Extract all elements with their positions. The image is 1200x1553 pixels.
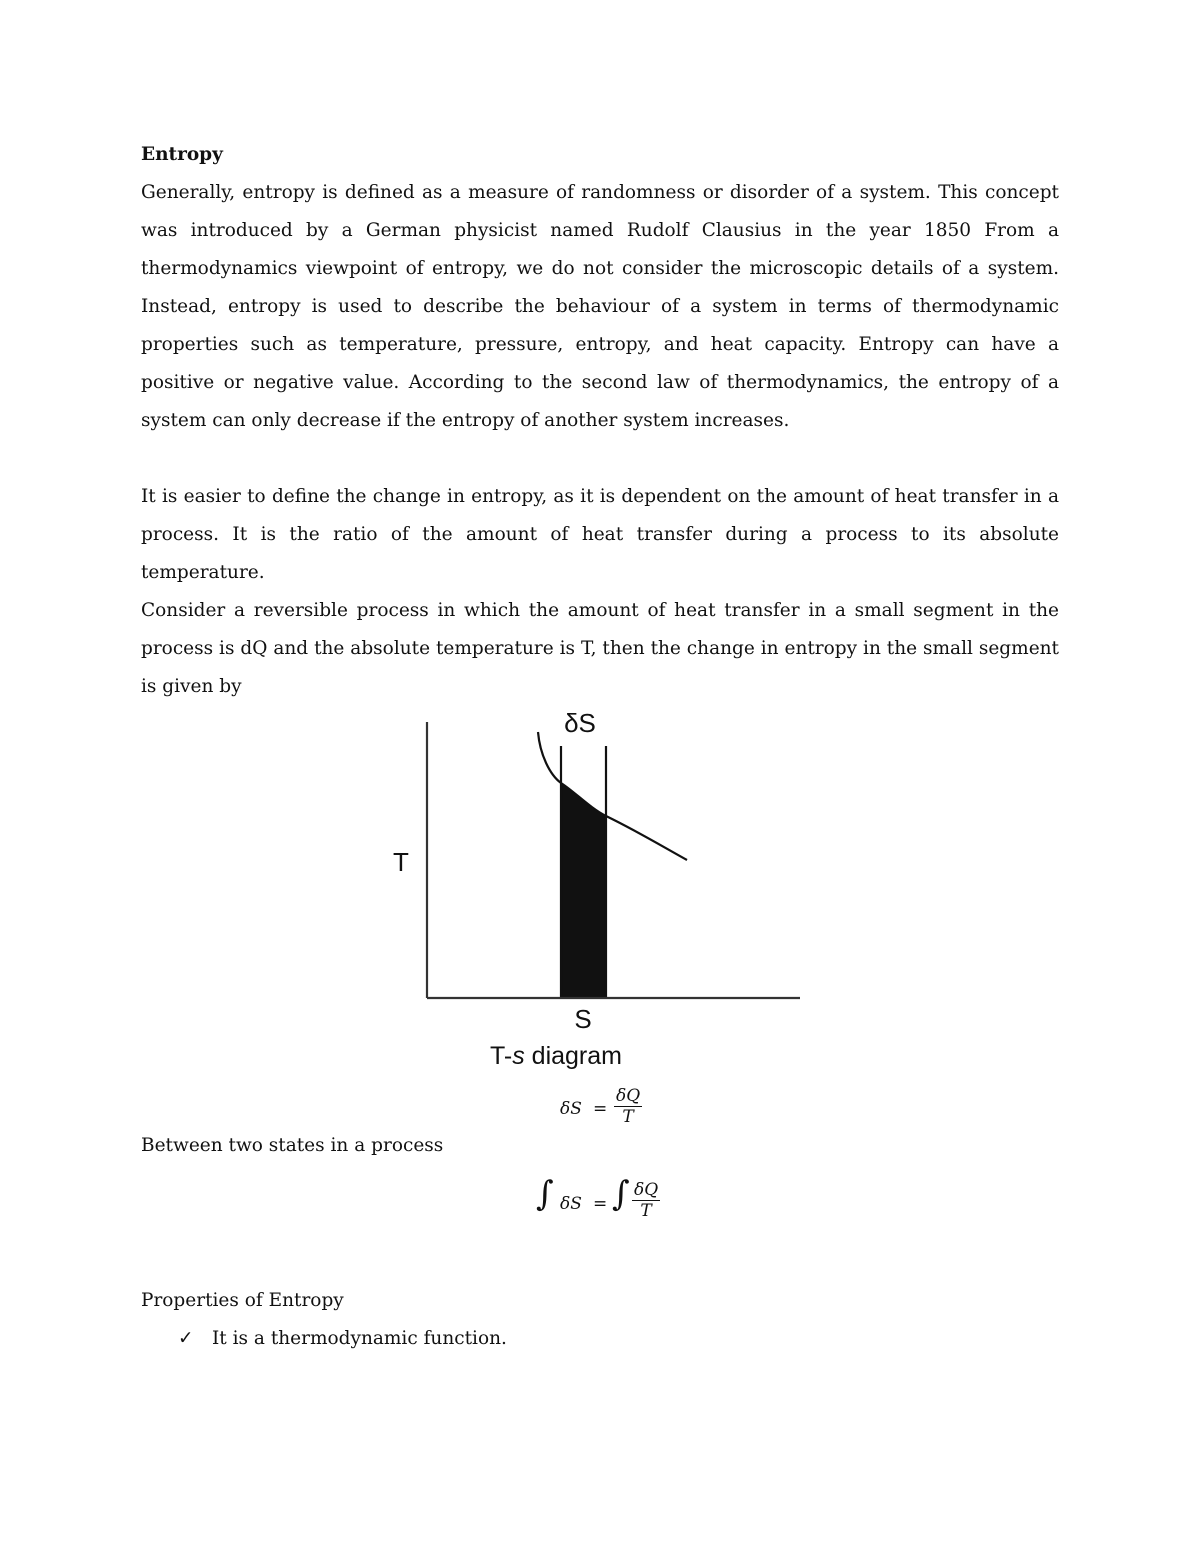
eq1-lhs: δS xyxy=(560,1099,582,1119)
delta-s-label: δS xyxy=(564,708,596,738)
eq2-fraction xyxy=(632,1180,660,1221)
document-title: Entropy xyxy=(141,144,223,165)
paragraph-change-in-entropy: It is easier to define the change in entropy, as it is dependent on the amount of heat transfer in a process. It is the ratio of the amount of heat transfer during a process to its absolute temperature. xyxy=(141,486,1059,583)
eq2-numerator: δQ xyxy=(634,1180,659,1200)
caption-prefix: T- xyxy=(490,1042,513,1070)
eq2-denominator: T xyxy=(640,1201,652,1221)
between-states-text: Between two states in a process xyxy=(141,1135,444,1156)
eq1-equals: = xyxy=(593,1099,608,1119)
ts-diagram xyxy=(380,700,820,1080)
properties-heading: Properties of Entropy xyxy=(141,1290,344,1311)
list-item-text: It is a thermodynamic function. xyxy=(212,1328,507,1349)
eq2-lhs: δS xyxy=(560,1194,582,1214)
checkmark-icon: ✓ xyxy=(178,1328,194,1349)
eq1-denominator: T xyxy=(622,1107,634,1127)
list-item xyxy=(178,1320,507,1358)
shaded-area xyxy=(561,783,606,998)
eq1-fraction xyxy=(614,1086,642,1127)
x-axis-label: S xyxy=(574,1004,592,1034)
y-axis-label: T xyxy=(393,847,409,877)
caption-italic: s xyxy=(512,1042,525,1070)
eq2-integral-right: ∫ xyxy=(612,1174,630,1214)
diagram-caption xyxy=(490,1042,622,1070)
caption-suffix: diagram xyxy=(524,1042,622,1070)
eq2-equals: = xyxy=(593,1194,608,1214)
paragraph-reversible-process: Consider a reversible process in which the amount of heat transfer in a small segment in the process is dQ and the absolute temperature is T, then the change in entropy in the small segment is given by xyxy=(141,600,1059,697)
eq2-integral-left: ∫ xyxy=(536,1174,554,1214)
equation-integral xyxy=(534,1174,674,1234)
paragraph-definition: Generally, entropy is defined as a measure of randomness or disorder of a system. This concept was introduced by a German physicist named Rudolf Clausius in the year 1850 From a thermodynamics viewpoint of entropy, we do not consider the microscopic details of a system. Instead, entropy is used to describe the behaviour of a system in terms of thermodynamic properties such as temperature, pressure, entropy, and heat capacity. Entropy can have a positive or negative value. According to the second law of thermodynamics, the entropy of a system can only decrease if the entropy of another system increases. xyxy=(141,182,1059,431)
eq1-numerator: δQ xyxy=(616,1086,641,1106)
